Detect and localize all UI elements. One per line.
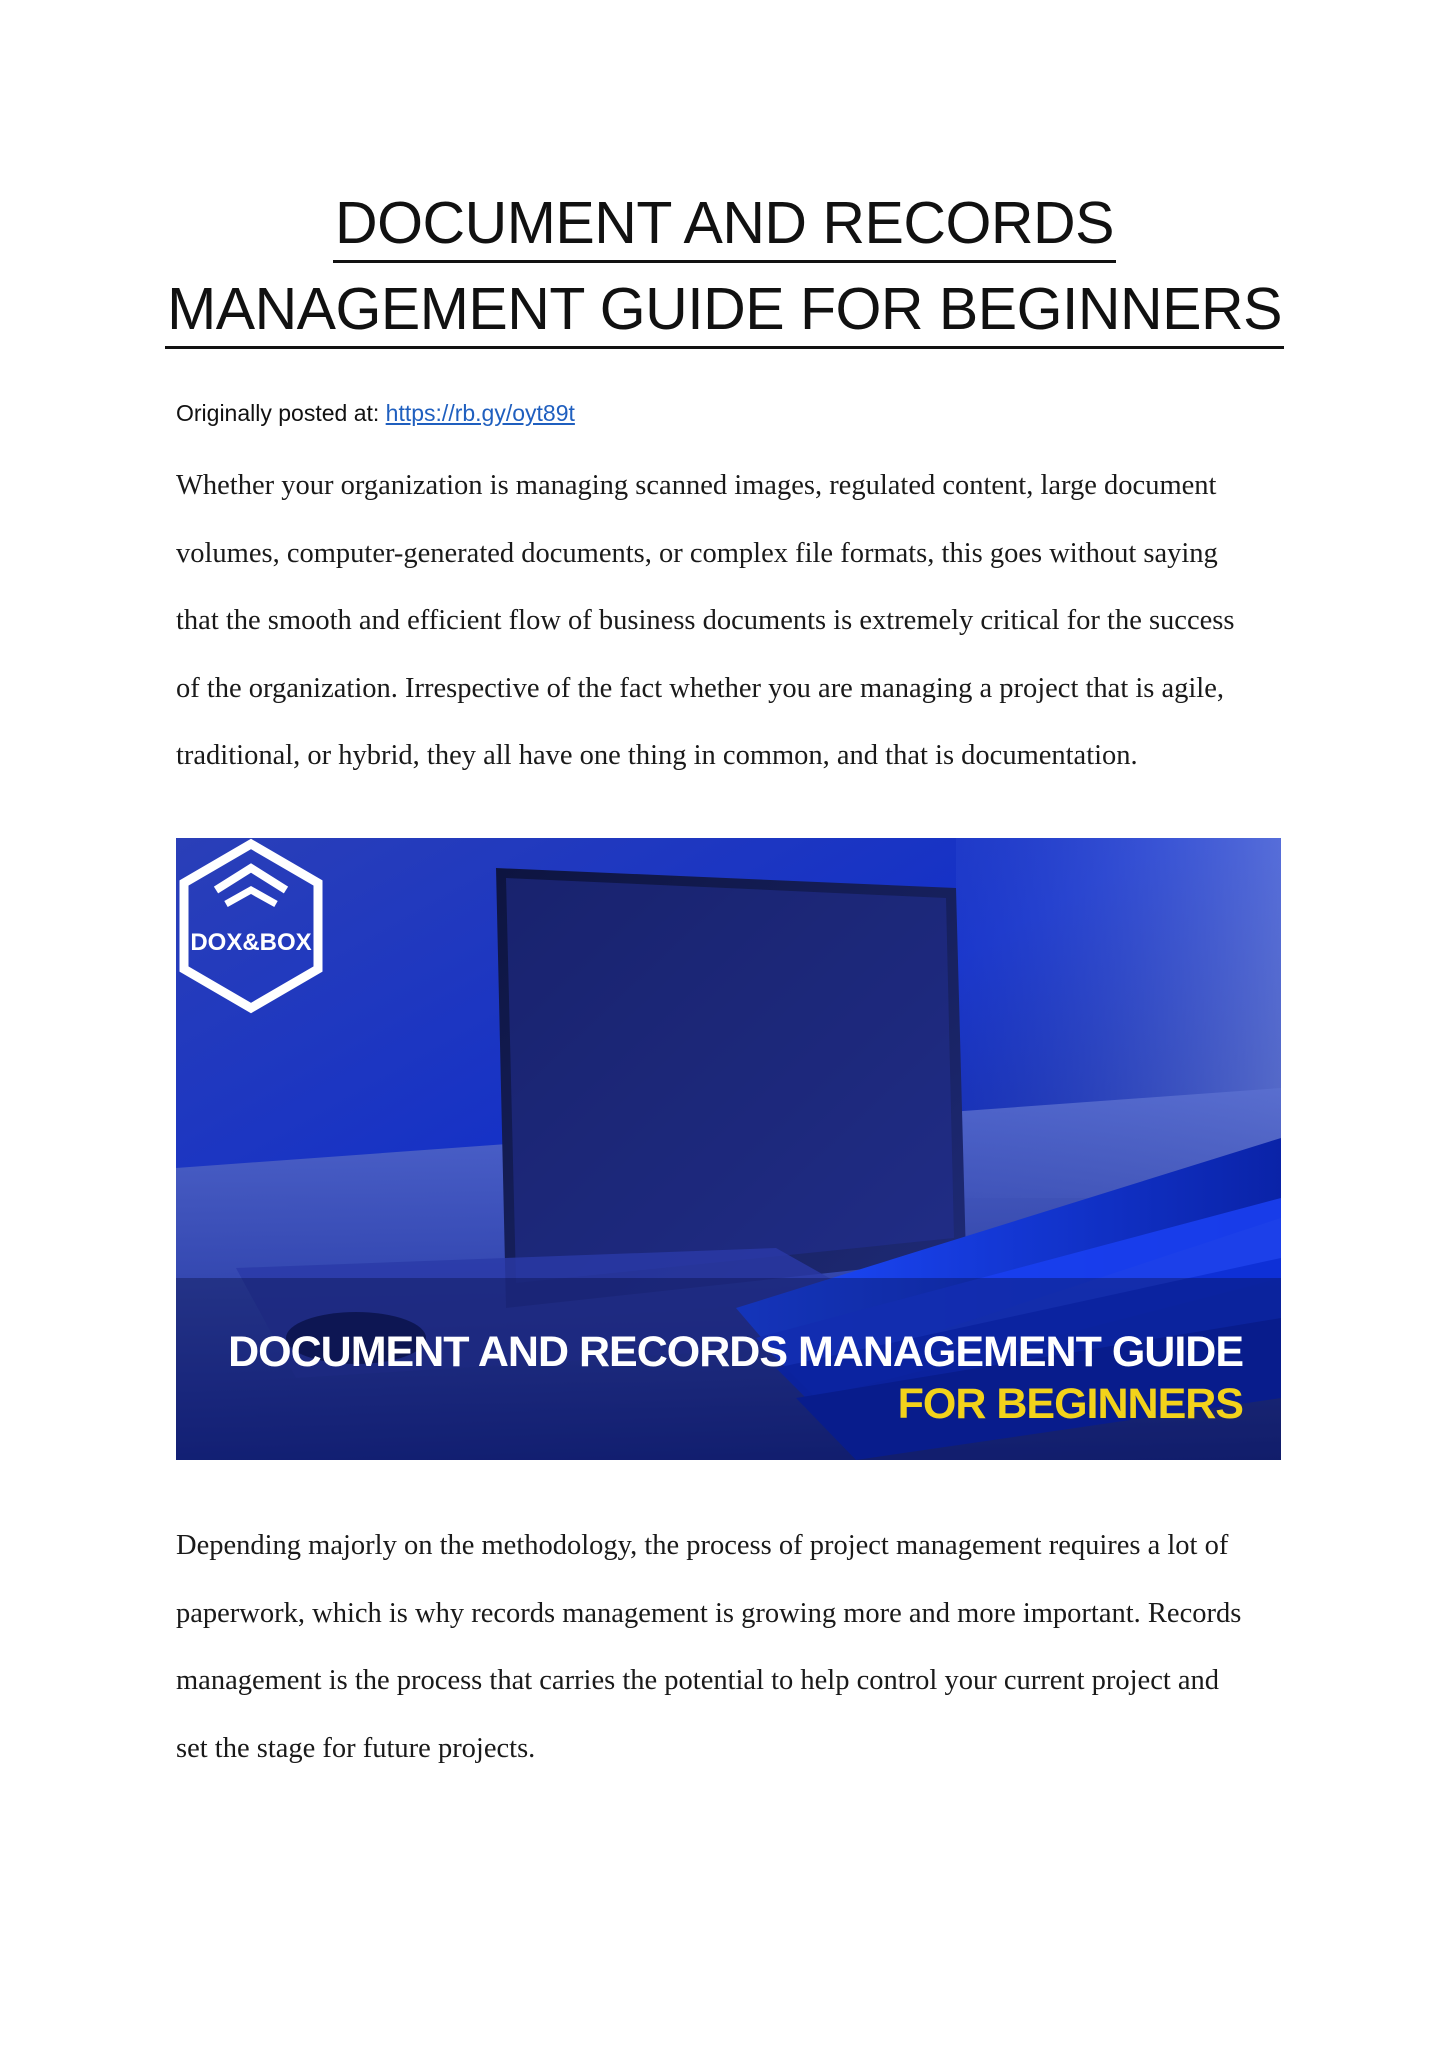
paragraph-line: management is the process that carries the potential to help control your current project and — [176, 1665, 1220, 1696]
logo-text: DOX&BOX — [190, 929, 312, 956]
posted-label: Originally posted at: — [176, 400, 386, 426]
hero-caption-line-2: FOR BEGINNERS — [897, 1380, 1243, 1428]
title-line-1: DOCUMENT AND RECORDS — [333, 186, 1116, 263]
page-title — [120, 180, 1329, 352]
paragraph-line: set the stage for future projects. — [176, 1732, 536, 1764]
hero-image — [176, 838, 1281, 1460]
paragraph-line: Depending majorly on the methodology, the process of project management requires a lot of — [176, 1530, 1229, 1561]
hero-caption — [228, 1326, 1243, 1430]
source-link[interactable]: https://rb.gy/oyt89t — [385, 400, 575, 426]
hero-caption-line-1: DOCUMENT AND RECORDS MANAGEMENT GUIDE — [228, 1328, 1243, 1376]
paragraph-line: that the smooth and efficient flow of business documents is extremely critical for the success — [176, 605, 1235, 636]
intro-paragraph — [176, 452, 1286, 790]
posted-source — [176, 400, 575, 427]
paragraph-line: paperwork, which is why records management is growing more and more important. Records — [176, 1597, 1242, 1629]
doxbox-logo-icon — [176, 838, 326, 1014]
paragraph-line: of the organization. Irrespective of the fact whether you are managing a project that is agile, — [176, 672, 1225, 704]
title-line-2: MANAGEMENT GUIDE FOR BEGINNERS — [165, 272, 1284, 349]
paragraph-line: volumes, computer-generated documents, or complex file formats, this goes without saying — [176, 537, 1218, 569]
paragraph-line: traditional, or hybrid, they all have one thing in common, and that is documentation. — [176, 740, 1138, 771]
paragraph-line: Whether your organization is managing scanned images, regulated content, large document — [176, 470, 1217, 501]
body-paragraph — [176, 1512, 1286, 1782]
